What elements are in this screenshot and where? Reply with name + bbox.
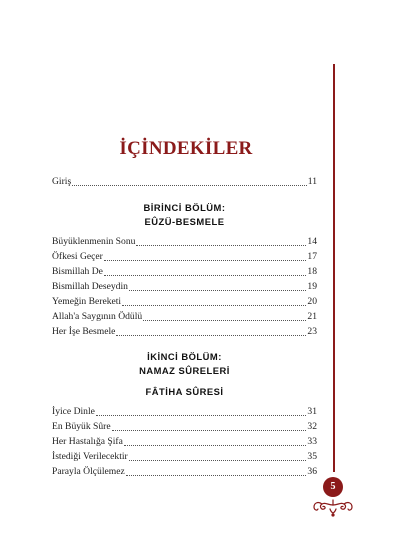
toc-entry	[52, 295, 317, 309]
dot-leader	[124, 445, 307, 446]
toc-entry-label: Büyüklenmenin Sonu	[52, 236, 136, 247]
toc-entry	[52, 250, 317, 264]
toc-entry	[52, 310, 317, 324]
toc-entry	[52, 325, 317, 339]
toc-entry-page: 20	[307, 296, 317, 307]
page-number: 5	[323, 477, 343, 497]
toc-entry-label: Her İşe Besmele	[52, 326, 116, 337]
section-heading: BİRİNCİ BÖLÜM:	[143, 202, 226, 213]
toc-entry	[52, 465, 317, 479]
dot-leader	[122, 305, 306, 306]
toc-entry-page: 18	[307, 266, 317, 277]
toc-entry	[52, 450, 317, 464]
toc-entry-label: Allah'a Saygının Ödülü	[52, 311, 143, 322]
dot-leader	[143, 320, 306, 321]
dot-leader	[104, 260, 307, 261]
dot-leader	[126, 475, 307, 476]
toc-entry-label: Bismillah Deseydin	[52, 281, 128, 292]
dot-leader	[129, 460, 307, 461]
toc-entry-page: 33	[307, 436, 317, 447]
flourish-ornament-icon	[310, 498, 356, 520]
toc-entry-label: En Büyük Sûre	[52, 421, 111, 432]
toc-entry-page: 11	[307, 176, 317, 187]
toc-entry	[52, 235, 317, 249]
dot-leader	[96, 415, 307, 416]
toc-entry-page: 14	[307, 236, 317, 247]
dot-leader	[136, 245, 306, 246]
toc-entry-label: İstediği Verilecektir	[52, 451, 128, 462]
section-subtitle: EÛZÜ-BESMELE	[144, 216, 225, 227]
toc-entry-page: 17	[307, 251, 317, 262]
toc-entry	[52, 435, 317, 449]
toc-entry-page: 23	[307, 326, 317, 337]
toc-title: İÇİNDEKİLER	[119, 138, 253, 159]
dot-leader	[104, 275, 307, 276]
toc-entry	[52, 265, 317, 279]
toc-entry-page: 19	[307, 281, 317, 292]
toc-entry-label: Öfkesi Geçer	[52, 251, 103, 262]
toc-entry-page: 31	[307, 406, 317, 417]
section-heading: İKİNCİ BÖLÜM:	[147, 351, 222, 362]
section-subtitle: NAMAZ SÛRELERİ	[139, 365, 230, 376]
toc-entry	[52, 280, 317, 294]
toc-entry-page: 21	[307, 311, 317, 322]
dot-leader	[72, 185, 307, 186]
toc-entry-intro	[52, 175, 317, 189]
toc-entry-label: Giriş	[52, 176, 72, 187]
dot-leader	[129, 290, 306, 291]
dot-leader	[112, 430, 307, 431]
toc-entry-page: 32	[307, 421, 317, 432]
toc-entry-label: Parayla Ölçülemez	[52, 466, 125, 477]
page-number-badge	[310, 474, 356, 526]
toc-entry-label: Bismillah De	[52, 266, 103, 277]
toc-entry-label: Yemeğin Bereketi	[52, 296, 122, 307]
toc-entry-page: 35	[307, 451, 317, 462]
dot-leader	[116, 335, 306, 336]
toc-entry-page: 36	[307, 466, 317, 477]
toc-entry	[52, 405, 317, 419]
vertical-rule	[333, 64, 335, 472]
toc-entry	[52, 420, 317, 434]
toc-entry-label: İyice Dinle	[52, 406, 95, 417]
toc-entry-label: Her Hastalığa Şifa	[52, 436, 123, 447]
subsection-heading: FÂTİHA SÛRESİ	[145, 386, 224, 397]
